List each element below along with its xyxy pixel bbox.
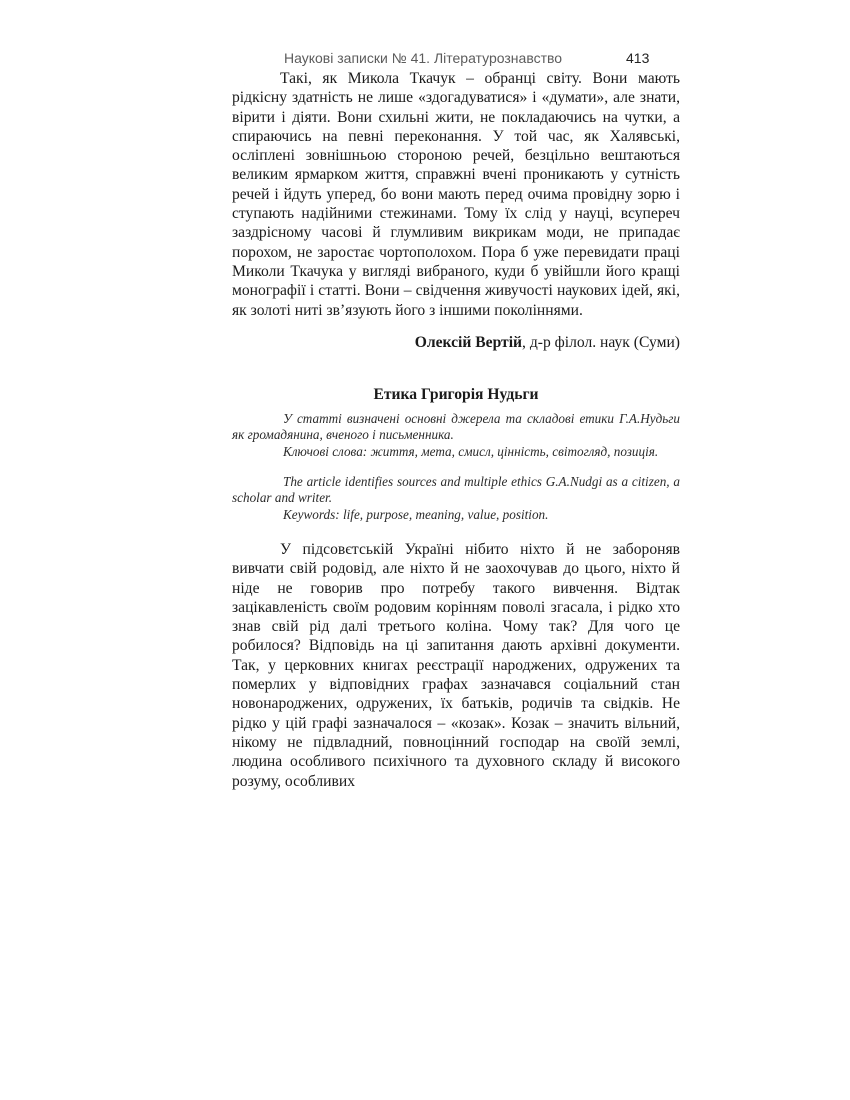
abstract-english: [232, 474, 680, 523]
author-affiliation: , д-р філол. наук (Суми): [522, 334, 680, 351]
abstract-text: The article identifies sources and multiple ethics G.A.Nudgi as a citizen, a scholar and writer.: [232, 474, 680, 506]
paragraph-text: Такі, як Микола Ткачук – обранці світу. Вони мають рідкісну здатність не лише «здогадуватися» і «думати», але знати, вірити і діяти. Вони схильні жити, не покладаючись на чутки, а спираючись на певні переконання. У той час, як Халявські, осліплені зовнішньою стороною речей, безцільно вештаються великим ярмарком життя, справжні вчені проникають у сутність речей і йдуть уперед, бо вони мають перед очима провідну зорю і ступають надійними стежинами. Тому їх слід у науці, всупереч заздрісному часові й глумливим викрикам моди, не припадає порохом, не заростає чортополохом. Пора б уже перевидати праці Миколи Ткачука у вигляді вибраного, куди б увійшли його кращі монографії і статті. Вони – свідчення живучості наукових ідей, які, як золоті ниті зв’язують його з іншими поколіннями.: [232, 70, 680, 319]
keywords-text: Keywords: life, purpose, meaning, value, position.: [283, 506, 549, 522]
author-signature: [415, 334, 680, 352]
author-name: Олексій Вертій: [414, 334, 523, 351]
running-head: [232, 48, 680, 70]
article-title: Етика Григорія Нудьги: [373, 386, 539, 403]
body-paragraph-2: [232, 540, 680, 791]
page-number: 413: [626, 50, 650, 66]
body-paragraph-1: [232, 69, 680, 320]
journal-title: Наукові записки № 41. Літературознавство: [284, 50, 563, 66]
keywords-text: Ключові слова: життя, мета, смисл, цінність, світогляд, позиція.: [283, 443, 659, 459]
abstract-ukrainian: [232, 411, 680, 460]
abstract-text: У статті визначені основні джерела та складові етики Г.А.Нудьги як громадянина, вченого і письменника.: [232, 411, 680, 443]
paragraph-text: У підсовєтській Україні нібито ніхто й не забороняв вивчати свій родовід, але ніхто й не заохочував до цього, ніхто й ніде не говорив про потребу такого вивчення. Відтак зацікавленість своїм родовим корінням поволі згасала, і рідко хто знав свій рід далі третього коліна. Чому так? Для чого це робилося? Відповідь на ці запитання дають архівні документи. Так, у церковних книгах реєстрації народжених, одружених та померлих у відповідних графах зазначався соціальний стан новонароджених, одружених, їх батьків, родичів та свідків. Не рідко у цій графі зазначалося – «козак». Козак – значить вільний, нікому не підвладний, повноцінний господар на своїй землі, людина особливого психічного та духовного складу й високого розуму, особливих: [232, 541, 680, 790]
